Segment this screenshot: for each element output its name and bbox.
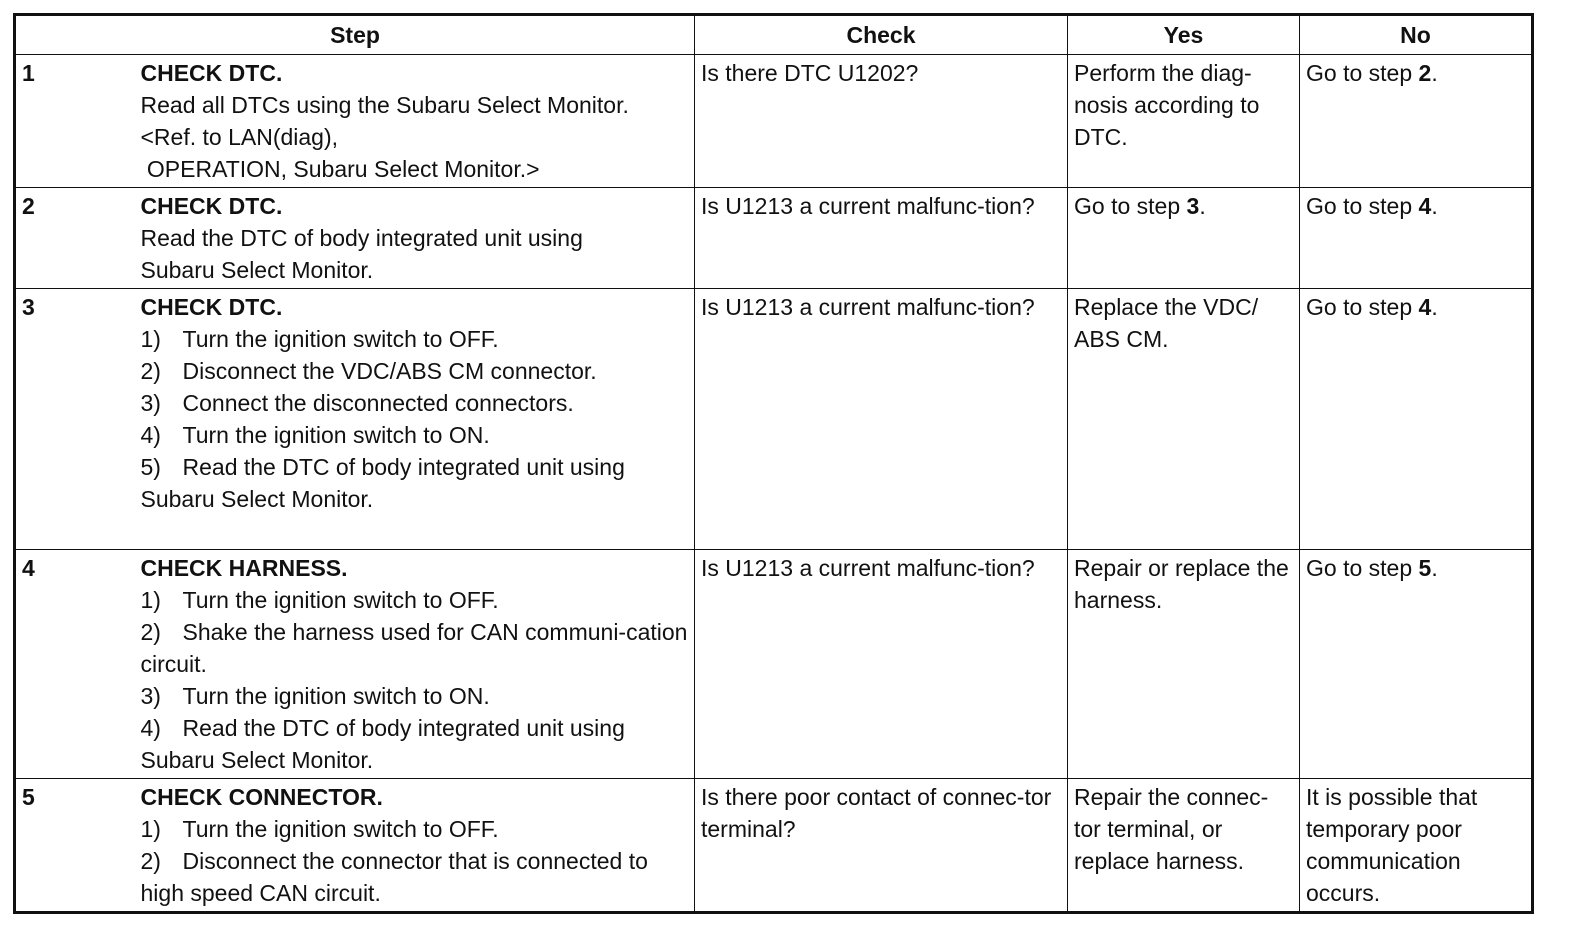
table-row [15,55,1533,188]
no-cell: It is possible that temporary poor communication occurs. [1300,779,1533,913]
sub-step-text: Turn the ignition switch to OFF. [182,326,499,352]
step-description [141,779,695,913]
yes-suffix: . [1199,193,1206,219]
step-title: CHECK DTC. [140,60,283,86]
no-step-ref: 4 [1418,193,1432,219]
yes-step-ref: 3 [1186,193,1200,219]
table-header-row [15,15,1533,55]
sub-step-number: 2) [140,848,161,874]
sub-step-text: Read the DTC of body integrated unit using Subaru Select Monitor. [140,715,625,773]
header-no: No [1300,15,1533,55]
diagnosis-table [13,13,1534,914]
no-step-ref: 4 [1418,294,1432,320]
step-line: <Ref. to LAN(diag), [140,124,339,150]
header-step: Step [15,15,695,55]
step-title: CHECK HARNESS. [140,555,348,581]
table-row [15,289,1533,550]
step-number: 1 [15,55,141,188]
step-description [141,550,695,779]
step-number: 2 [15,188,141,289]
no-step-ref: 5 [1418,555,1432,581]
yes-cell: Perform the diag-nosis according to DTC. [1068,55,1300,188]
sub-step [141,387,689,419]
sub-step-text: Turn the ignition switch to OFF. [182,816,499,842]
table-row [15,188,1533,289]
sub-step-text: Turn the ignition switch to ON. [182,422,490,448]
header-yes: Yes [1068,15,1300,55]
sub-step-number: 2) [140,619,161,645]
sub-step [141,616,689,680]
step-title: CHECK DTC. [140,294,283,320]
check-cell: Is U1213 a current malfunc-tion? [695,550,1068,779]
sub-step-number: 4) [140,715,161,741]
no-suffix: . [1431,555,1438,581]
sub-step-number: 3) [140,683,161,709]
no-suffix: . [1431,294,1438,320]
no-suffix: . [1431,60,1438,86]
sub-step-text: Turn the ignition switch to OFF. [182,587,499,613]
sub-step-number: 1) [140,326,161,352]
yes-cell [1068,188,1300,289]
sub-step-number: 4) [140,422,161,448]
step-title: CHECK CONNECTOR. [140,784,383,810]
yes-cell: Repair or replace the harness. [1068,550,1300,779]
sub-step [141,584,689,616]
sub-step [141,813,689,845]
step-line: Read the DTC of body integrated unit using [140,225,583,251]
sub-step-text: Disconnect the connector that is connected to high speed CAN circuit. [140,848,648,906]
step-title: CHECK DTC. [140,193,283,219]
step-number: 4 [15,550,141,779]
step-line: Read all DTCs using the Subaru Select Monitor. [140,92,629,118]
table-row [15,779,1533,913]
table-row [15,550,1533,779]
sub-step-number: 1) [140,587,161,613]
sub-step-text: Disconnect the VDC/ABS CM connector. [182,358,597,384]
step-line: OPERATION, Subaru Select Monitor.> [140,156,540,182]
sub-step-text: Connect the disconnected connectors. [182,390,574,416]
no-cell [1300,55,1533,188]
sub-step-number: 2) [140,358,161,384]
sub-step [141,680,689,712]
sub-step [141,323,689,355]
yes-cell: Repair the connec-tor terminal, or replace harness. [1068,779,1300,913]
yes-prefix: Go to step [1074,193,1187,219]
sub-step-number: 3) [140,390,161,416]
step-description [141,289,695,550]
header-check: Check [695,15,1068,55]
sub-step [141,419,689,451]
step-description [141,55,695,188]
no-prefix: Go to step [1306,60,1419,86]
document-page [13,13,1531,914]
step-description [141,188,695,289]
no-prefix: Go to step [1306,555,1419,581]
step-number: 5 [15,779,141,913]
no-step-ref: 2 [1418,60,1432,86]
check-cell: Is U1213 a current malfunc-tion? [695,188,1068,289]
no-prefix: Go to step [1306,294,1419,320]
no-suffix: . [1431,193,1438,219]
yes-cell: Replace the VDC/ ABS CM. [1068,289,1300,550]
no-cell [1300,188,1533,289]
sub-step-text: Turn the ignition switch to ON. [182,683,490,709]
check-cell: Is U1213 a current malfunc-tion? [695,289,1068,550]
no-prefix: Go to step [1306,193,1419,219]
sub-step [141,712,689,776]
sub-step [141,355,689,387]
sub-step [141,845,689,909]
no-cell [1300,550,1533,779]
sub-step-text: Shake the harness used for CAN communi-cation circuit. [140,619,688,677]
sub-step-text: Read the DTC of body integrated unit using Subaru Select Monitor. [140,454,625,512]
sub-step [141,451,689,515]
check-cell: Is there DTC U1202? [695,55,1068,188]
check-cell: Is there poor contact of connec-tor terminal? [695,779,1068,913]
no-cell [1300,289,1533,550]
sub-step-number: 5) [140,454,161,480]
step-number: 3 [15,289,141,550]
sub-step-number: 1) [140,816,161,842]
step-line: Subaru Select Monitor. [140,257,374,283]
